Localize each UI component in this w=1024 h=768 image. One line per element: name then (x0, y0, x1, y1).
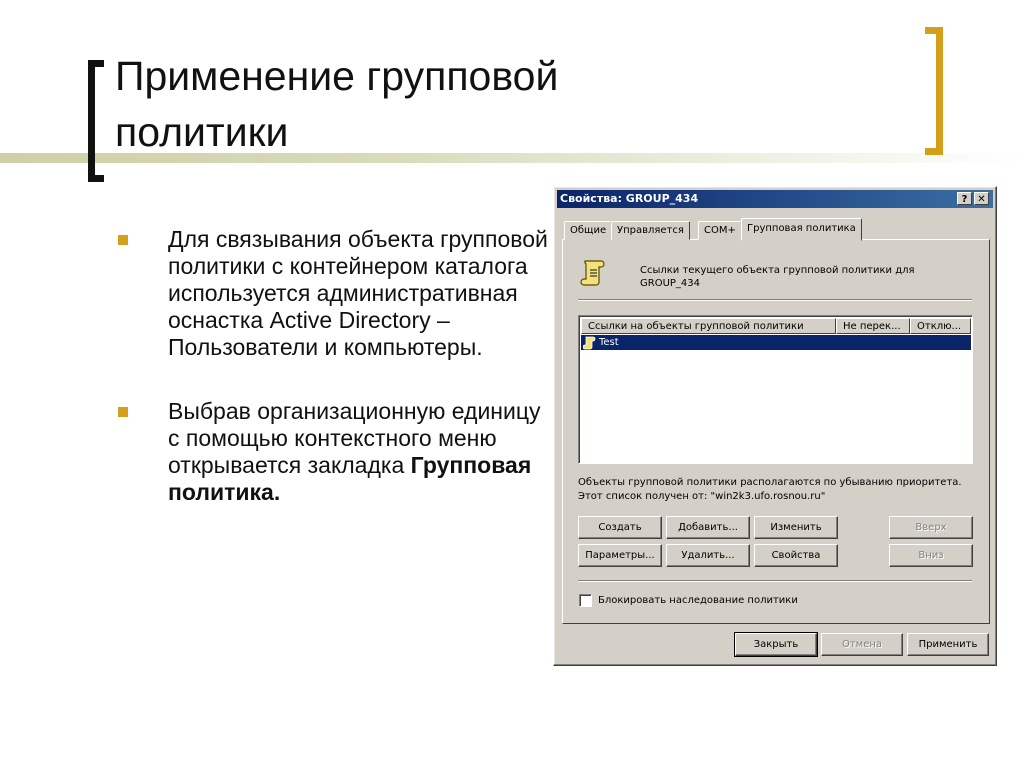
slide-title (115, 48, 755, 160)
bullet-text: Для связывания объекта групповой политики с контейнером каталога используется административная оснастка Active Directory – Пользователи и компьютеры. (168, 226, 548, 360)
bullet-marker (118, 235, 128, 245)
add-button[interactable]: Добавить... (666, 516, 750, 539)
move-down-button[interactable]: Вниз (889, 544, 973, 567)
intro-text (640, 264, 940, 290)
delete-button[interactable]: Удалить... (666, 544, 750, 567)
bullet-bold-text: Групповая политика. (168, 452, 532, 505)
help-button[interactable]: ? (957, 192, 972, 205)
tab-general[interactable]: Общие (564, 221, 612, 240)
column-header-disabled[interactable]: Отклю... (910, 318, 971, 334)
intro-line1: Ссылки текущего объекта групповой политики для (640, 265, 915, 276)
info-text (578, 476, 978, 504)
bullet-text: Выбрав организационную единицу с помощью контекстного меню открывается закладка (168, 398, 541, 478)
edit-button[interactable]: Изменить (754, 516, 838, 539)
separator (578, 299, 972, 301)
options-button[interactable]: Параметры... (578, 544, 662, 567)
bullet-list (118, 226, 548, 543)
cancel-button[interactable]: Отмена (821, 633, 903, 656)
create-button[interactable]: Создать (578, 516, 662, 539)
slide-title-line1: Применение групповой (115, 53, 559, 99)
properties-button[interactable]: Свойства (754, 544, 838, 567)
tab-com-plus[interactable]: COM+ (698, 221, 742, 240)
info-line1: Объекты групповой политики располагаются по убыванию приоритета. (578, 477, 962, 488)
intro-line2: GROUP_434 (640, 278, 701, 289)
column-header-no-override[interactable]: Не перек... (836, 318, 910, 334)
dialog-titlebar[interactable] (557, 190, 993, 208)
right-bracket-decoration (925, 27, 943, 155)
properties-dialog (553, 186, 997, 666)
close-icon[interactable]: ✕ (974, 192, 989, 205)
bullet-marker (118, 407, 128, 417)
bullet-item (118, 226, 548, 361)
dialog-title: Свойства: GROUP_434 (560, 192, 699, 205)
tab-group-policy[interactable]: Групповая политика (741, 218, 862, 241)
slide-title-line2: политики (115, 109, 289, 155)
move-up-button[interactable]: Вверх (889, 516, 973, 539)
policy-scroll-icon (583, 335, 597, 350)
left-bracket-decoration (88, 60, 104, 182)
apply-button[interactable]: Применить (907, 633, 989, 656)
bullet-item (118, 398, 548, 506)
close-button[interactable]: Закрыть (735, 633, 817, 656)
list-header (581, 318, 971, 334)
tab-managed-by[interactable]: Управляется (611, 221, 690, 240)
column-header-links[interactable]: Ссылки на объекты групповой политики (581, 318, 836, 334)
list-item-name: Test (599, 337, 619, 348)
policy-scroll-icon (578, 256, 610, 288)
gpo-links-list[interactable] (578, 315, 973, 464)
block-inheritance-checkbox[interactable] (579, 594, 592, 607)
separator (578, 580, 972, 582)
info-line2: Этот список получен от: "win2k3.ufo.rosnou.ru" (578, 491, 826, 502)
list-item[interactable] (581, 335, 971, 350)
block-inheritance-label[interactable]: Блокировать наследование политики (598, 595, 798, 606)
